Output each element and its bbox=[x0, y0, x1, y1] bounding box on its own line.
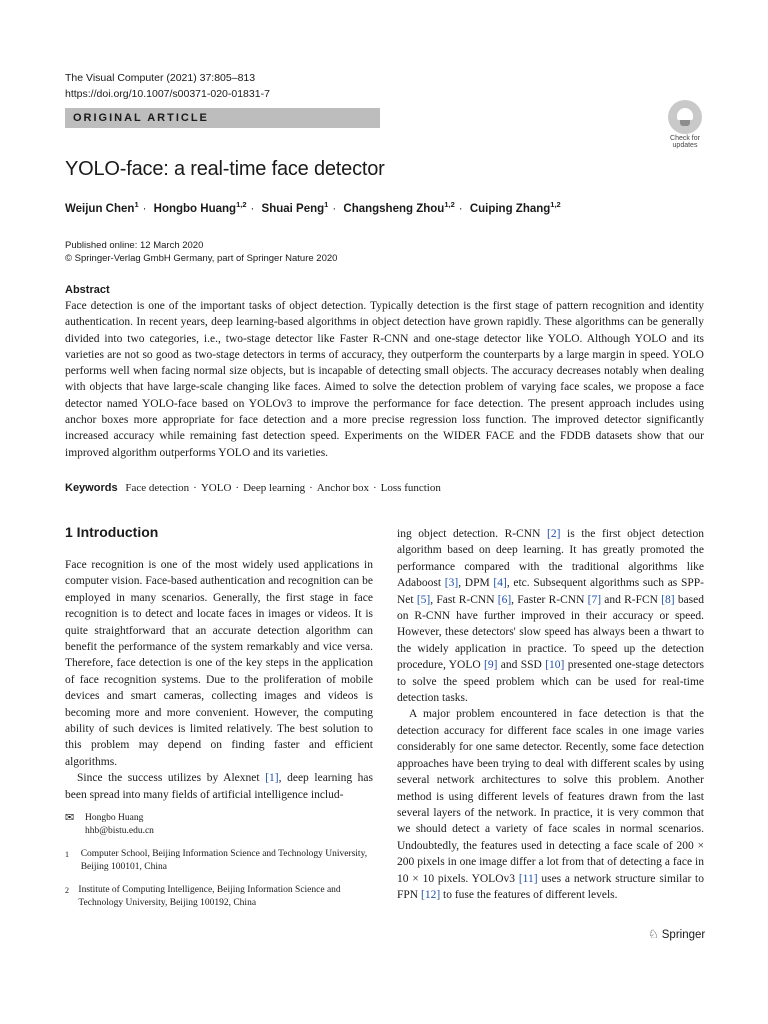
citation-link[interactable]: [2] bbox=[547, 528, 561, 540]
author-list bbox=[65, 200, 561, 215]
author-separator: · bbox=[250, 202, 255, 215]
citation-link[interactable]: [9] bbox=[484, 659, 498, 672]
keyword: YOLO bbox=[200, 482, 232, 494]
keyword: Anchor box bbox=[316, 482, 369, 494]
author-affiliation: 1,2 bbox=[236, 200, 247, 209]
citation-link[interactable]: [4] bbox=[493, 577, 507, 590]
footnotes bbox=[65, 812, 375, 910]
intro-paragraph-2 bbox=[65, 770, 373, 803]
text-run: is the first object detection algorithm based on deep learning. It has greatly promoted the performance compared with the traditional algorithms like Adaboost bbox=[397, 528, 704, 590]
publication-info bbox=[65, 239, 337, 265]
section-heading-introduction: 1 Introduction bbox=[65, 524, 159, 540]
publisher-logo bbox=[648, 927, 705, 941]
affiliation-number: 2 bbox=[65, 886, 69, 895]
keyword: Deep learning bbox=[243, 482, 306, 494]
contact-email[interactable]: hhb@bistu.edu.cn bbox=[85, 826, 154, 836]
corresponding-author bbox=[65, 812, 375, 838]
keyword-separator: · bbox=[235, 482, 240, 494]
abstract-heading: Abstract bbox=[65, 284, 110, 296]
author-affiliation: 1 bbox=[324, 200, 329, 209]
text-run: Since the success utilizes by Alexnet bbox=[77, 772, 266, 785]
author-separator: · bbox=[332, 202, 337, 215]
contact-name: Hongbo Huang bbox=[85, 813, 144, 823]
abstract-text: Face detection is one of the important tasks of object detection. Typically detection is the first stage of pattern recognition and identity authentication. In recent years, deep learning-based algorithms in object detection have grown rapidly. These algorithms can be generally divided into two categories, i.e., two-stage detector like Faster R-CNN and one-stage detector like YOLO. Although YOLO and its varieties are not so good as two-stage detectors in terms of accuracy, they outperform the counterparts by a large margin in speed. YOLO performs well when facing normal size objects, but is incapable of detecting small objects. The accuracy decreases notably when dealing with objects that have large-scale changing like faces. Aimed to solve the detection problem of varying face scales, we propose a face detector named YOLO-face based on YOLOv3 to improve the performance for face detection. The present approach includes using anchor boxes more appropriate for face detection and a more precise regression loss function. The improved detector significantly increased accuracy while remaining fast detection speed. Experiments on the WIDER FACE and the FDDB datasets show that our improved algorithm outperforms YOLO and its varieties. bbox=[65, 300, 704, 459]
text-run: and R-FCN bbox=[601, 593, 662, 606]
keyword: Loss function bbox=[380, 482, 441, 494]
author-affiliation: 1 bbox=[134, 200, 139, 209]
author-name[interactable]: Cuiping Zhang bbox=[469, 202, 551, 215]
author-affiliation: 1,2 bbox=[550, 200, 561, 209]
keyword-separator: · bbox=[309, 482, 313, 494]
citation-link[interactable]: [3] bbox=[444, 577, 459, 590]
citation-link[interactable]: [8] bbox=[661, 593, 675, 606]
keyword-separator: · bbox=[193, 482, 197, 494]
left-column bbox=[65, 557, 373, 803]
author-name[interactable]: Shuai Peng bbox=[261, 202, 325, 215]
citation-link[interactable]: [6] bbox=[497, 593, 512, 606]
text-run: uses a network structure similar to FPN bbox=[397, 872, 705, 901]
journal-header bbox=[65, 70, 270, 102]
intro-paragraph-1: Face recognition is one of the most widely used applications in computer vision. Face-based authentication and recognition can be employed in many scenarios. Generally, the first stage in face recognition is to detect and locate faces in images or videos. It is quite straightforward that an accurate detection algorithm can benefit the performance of the system remarkably and vice versa. Therefore, face detection is one of the key steps in the application of face recognition systems. Due to the proliferation of mobile devices and smart cameras, collecting images and videos is becoming more and more convenient. However, the computing ability of such devices is limited relatively. The best solution to this problem may depend on finding faster and efficient algorithms. bbox=[65, 559, 373, 768]
citation-link[interactable]: [5] bbox=[416, 593, 431, 606]
affiliation-number: 1 bbox=[65, 850, 69, 859]
affiliation-text: Institute of Computing Intelligence, Beijing Information Science and Technology University, Beijing 100192, China bbox=[78, 885, 341, 908]
bookmark-icon bbox=[668, 100, 702, 134]
citation-link[interactable]: [7] bbox=[587, 593, 602, 606]
keyword-separator: · bbox=[373, 482, 377, 494]
article-type-banner: ORIGINAL ARTICLE bbox=[65, 108, 380, 128]
keyword: Face detection bbox=[125, 482, 190, 494]
author-affiliation: 1,2 bbox=[444, 200, 455, 209]
intro-paragraph-3 bbox=[397, 526, 704, 706]
text-run: and SSD bbox=[497, 659, 546, 672]
text-run: , etc. Subsequent algorithms such as SPP-Net bbox=[397, 577, 704, 606]
citation-link[interactable]: [11] bbox=[518, 872, 538, 885]
published-date: Published online: 12 March 2020 bbox=[65, 240, 204, 251]
citation-link[interactable]: [10] bbox=[545, 659, 565, 672]
text-run: A major problem encountered in face detection is that the detection accuracy for different face scales in one image varies considerably for one same detector. Recently, some face detection approaches have been trying to deal with different scales by using several network architectures to solve this problem. Another method is using different levels of features drawn from the last several layers of the network. In practice, it is very common that we should detect a variety of face scales in normal scenarios. Undoubtedly, the features used in detecting a face scale of 200 × 200 pixels in one image differ a lot from that of detecting a face in 10 × 10 pixels. YOLOv3 bbox=[397, 708, 704, 885]
text-run: based on R-CNN have further improved in their accuracy or speed. However, these detectors' slow speed has always been a thwart to the widely application in practice. To speed up the detection procedure, YOLO bbox=[397, 593, 704, 672]
journal-citation: The Visual Computer (2021) 37:805–813 bbox=[65, 72, 256, 84]
keywords-line bbox=[65, 482, 441, 494]
affiliation-2 bbox=[65, 884, 375, 910]
text-run: presented one-stage detectors to solve the speed problem which can be used for real-time detection tasks. bbox=[397, 659, 705, 705]
text-run: , DPM bbox=[458, 577, 494, 590]
affiliation-text: Computer School, Beijing Information Science and Technology University, Beijing 100101, China bbox=[80, 849, 368, 872]
author-name[interactable]: Changsheng Zhou bbox=[343, 202, 445, 215]
author-separator: · bbox=[458, 202, 463, 215]
copyright-line: © Springer-Verlag GmbH Germany, part of Springer Nature 2020 bbox=[65, 253, 338, 264]
keywords-label: Keywords bbox=[65, 482, 118, 494]
publisher-name: Springer bbox=[661, 929, 706, 941]
right-column bbox=[397, 526, 704, 903]
author-name[interactable]: Hongbo Huang bbox=[153, 202, 237, 215]
author-name[interactable]: Weijun Chen bbox=[65, 202, 135, 215]
author-separator: · bbox=[142, 202, 147, 215]
text-run: , deep learning has been spread into many fields of artificial intelligence includ- bbox=[65, 772, 374, 801]
abstract-section bbox=[65, 284, 704, 461]
doi-link[interactable]: https://doi.org/10.1007/s00371-020-01831-7 bbox=[65, 88, 270, 100]
citation-link[interactable]: [12] bbox=[420, 888, 441, 901]
intro-paragraph-4 bbox=[397, 706, 704, 903]
citation-link[interactable]: [1] bbox=[265, 772, 279, 785]
paper-title: YOLO-face: a real-time face detector bbox=[65, 158, 385, 180]
text-run: ing object detection. R-CNN bbox=[397, 528, 548, 540]
text-run: to fuse the features of different levels. bbox=[440, 888, 618, 901]
affiliation-1 bbox=[65, 848, 375, 874]
check-for-updates-badge[interactable] bbox=[664, 100, 706, 149]
text-run: , Faster R-CNN bbox=[511, 593, 588, 606]
envelope-icon: ✉ bbox=[65, 812, 75, 824]
check-updates-caption: Check for updates bbox=[670, 135, 700, 149]
text-run: , Fast R-CNN bbox=[430, 593, 498, 606]
springer-horse-icon: ♘ bbox=[648, 927, 659, 941]
